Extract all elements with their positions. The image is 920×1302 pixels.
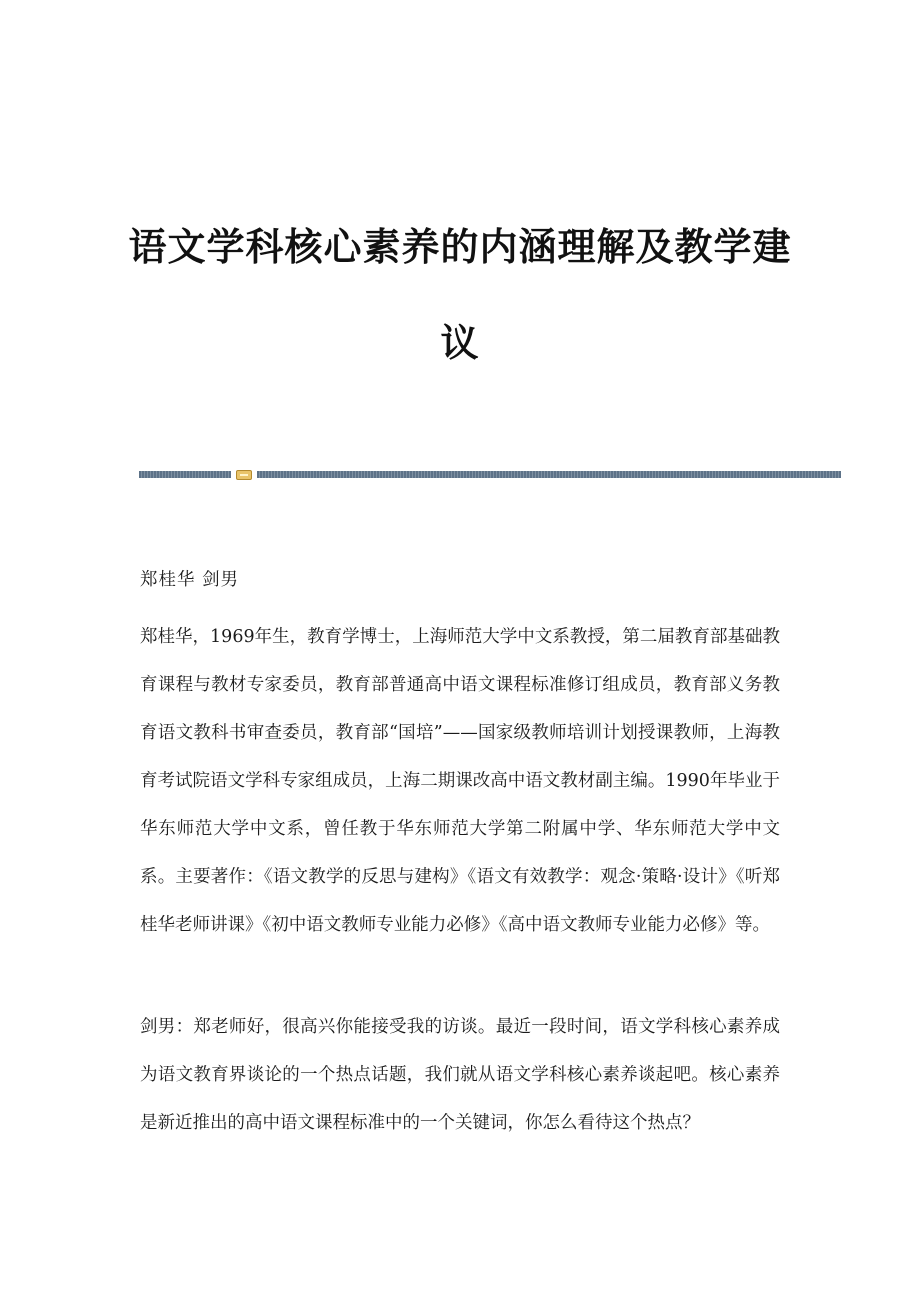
author-line: 郑桂华 剑男 [140,570,240,590]
interview-question-paragraph: 剑男：郑老师好，很高兴你能接受我的访谈。最近一段时间，语文学科核心素养成为语文教育界谈论的一个热点话题，我们就从语文学科核心素养谈起吧。核心素养是新近推出的高中语文课程标准中的一个关键词，你怎么看待这个热点？ [140,1017,780,1133]
divider-bar-right [257,471,841,478]
title-divider [139,470,841,480]
divider-bar-left [139,471,231,478]
document-title-line-1: 语文学科核心素养的内涵理解及教学建 [128,224,792,269]
document-title-line-2: 议 [440,320,480,365]
divider-ornament-icon [236,470,252,480]
author-bio-paragraph: 郑桂华，1969年生，教育学博士，上海师范大学中文系教授，第二届教育部基础教育课程与教材专家委员，教育部普通高中语文课程标准修订组成员，教育部义务教育语文教科书审查委员，教育部“国培”——国家级教师培训计划授课教师，上海教育考试院语文学科专家组成员，上海二期课改高中语文教材副主编。1990年毕业于华东师范大学中文系，曾任教于华东师范大学第二附属中学、华东师范大学中文系。主要著作：《语文教学的反思与建构》《语文有效教学：观念·策略·设计》《听郑桂华老师讲课》《初中语文教师专业能力必修》《高中语文教师专业能力必修》等。 [140,627,780,935]
